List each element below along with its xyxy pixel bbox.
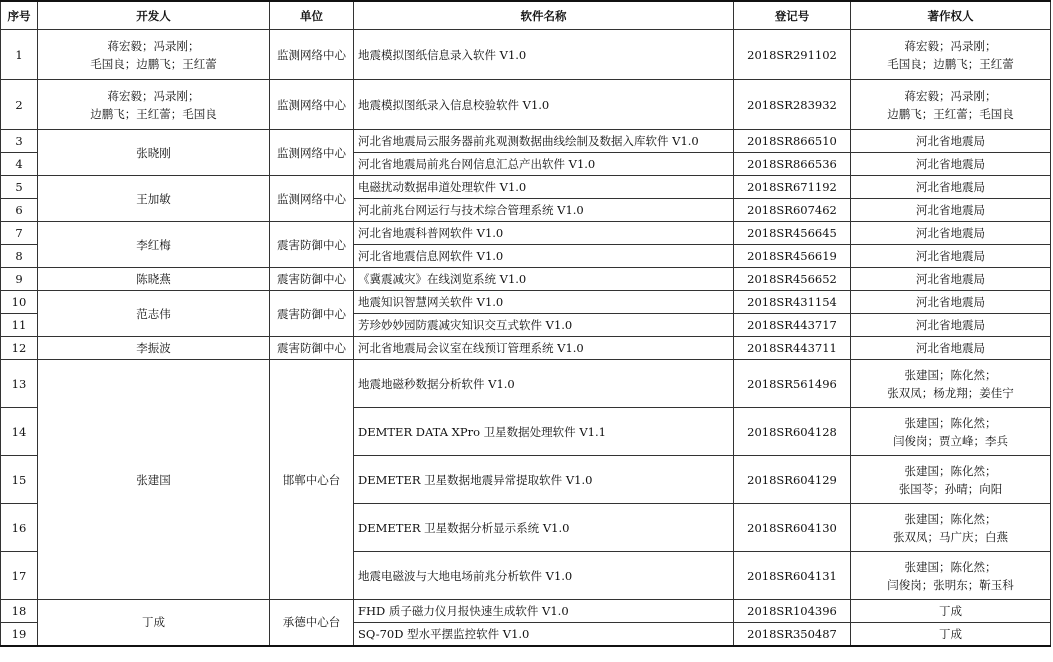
row-software-name: 地震模拟图纸录入信息校验软件 V1.0 [354, 80, 734, 130]
row-registration-no: 2018SR104396 [734, 600, 851, 623]
row-copyright-owner: 蒋宏毅；冯录刚； 边鹏飞；王红蕾；毛国良 [851, 80, 1051, 130]
row-software-name: 河北省地震科普网软件 V1.0 [354, 222, 734, 245]
table-row [1, 600, 1051, 623]
row-developer: 王加敏 [38, 176, 270, 222]
row-software-name: DEMETER 卫星数据分析显示系统 V1.0 [354, 504, 734, 552]
row-registration-no: 2018SR456645 [734, 222, 851, 245]
row-index: 6 [1, 199, 38, 222]
row-registration-no: 2018SR671192 [734, 176, 851, 199]
row-developer: 蒋宏毅；冯录刚； 边鹏飞；王红蕾；毛国良 [38, 80, 270, 130]
row-copyright-owner: 蒋宏毅；冯录刚； 毛国良；边鹏飞；王红蕾 [851, 30, 1051, 80]
row-unit: 震害防御中心 [270, 268, 354, 291]
row-index: 10 [1, 291, 38, 314]
header-developer: 开发人 [38, 1, 270, 30]
row-registration-no: 2018SR431154 [734, 291, 851, 314]
header-software-name: 软件名称 [354, 1, 734, 30]
row-index: 7 [1, 222, 38, 245]
row-registration-no: 2018SR607462 [734, 199, 851, 222]
row-developer: 李振波 [38, 337, 270, 360]
row-unit: 震害防御中心 [270, 291, 354, 337]
row-software-name: 河北省地震局云服务器前兆观测数据曲线绘制及数据入库软件 V1.0 [354, 130, 734, 153]
table-row [1, 291, 1051, 314]
row-software-name: DEMETER 卫星数据地震异常提取软件 V1.0 [354, 456, 734, 504]
table-row [1, 80, 1051, 130]
row-software-name: 地震电磁波与大地电场前兆分析软件 V1.0 [354, 552, 734, 600]
row-copyright-owner: 河北省地震局 [851, 176, 1051, 199]
row-copyright-owner: 张建国；陈化然； 张双凤；杨龙翔；姜佳宁 [851, 360, 1051, 408]
row-developer: 张晓刚 [38, 130, 270, 176]
row-software-name: 河北省地震局会议室在线预订管理系统 V1.0 [354, 337, 734, 360]
row-software-name: SQ-70D 型水平摆监控软件 V1.0 [354, 623, 734, 646]
table-row [1, 130, 1051, 153]
row-copyright-owner: 河北省地震局 [851, 314, 1051, 337]
row-registration-no: 2018SR291102 [734, 30, 851, 80]
header-index: 序号 [1, 1, 38, 30]
row-copyright-owner: 河北省地震局 [851, 245, 1051, 268]
row-copyright-owner: 河北省地震局 [851, 337, 1051, 360]
row-index: 4 [1, 153, 38, 176]
table-row [1, 30, 1051, 80]
row-index: 14 [1, 408, 38, 456]
table-row [1, 337, 1051, 360]
row-copyright-owner: 河北省地震局 [851, 291, 1051, 314]
row-index: 16 [1, 504, 38, 552]
row-registration-no: 2018SR350487 [734, 623, 851, 646]
row-index: 11 [1, 314, 38, 337]
row-copyright-owner: 丁成 [851, 623, 1051, 646]
row-software-name: 河北省地震信息网软件 V1.0 [354, 245, 734, 268]
row-unit: 承德中心台 [270, 600, 354, 646]
row-copyright-owner: 张建国；陈化然； 张国苓；孙晴；向阳 [851, 456, 1051, 504]
table-row [1, 360, 1051, 408]
header-unit: 单位 [270, 1, 354, 30]
row-software-name: 地震模拟图纸信息录入软件 V1.0 [354, 30, 734, 80]
row-registration-no: 2018SR866536 [734, 153, 851, 176]
header-copyright-owner: 著作权人 [851, 1, 1051, 30]
row-registration-no: 2018SR283932 [734, 80, 851, 130]
row-index: 8 [1, 245, 38, 268]
row-unit: 监测网络中心 [270, 80, 354, 130]
row-software-name: 河北前兆台网运行与技术综合管理系统 V1.0 [354, 199, 734, 222]
row-software-name: DEMTER DATA XPro 卫星数据处理软件 V1.1 [354, 408, 734, 456]
row-unit: 邯郸中心台 [270, 360, 354, 600]
row-index: 1 [1, 30, 38, 80]
row-index: 17 [1, 552, 38, 600]
row-index: 18 [1, 600, 38, 623]
row-unit: 震害防御中心 [270, 337, 354, 360]
row-copyright-owner: 丁成 [851, 600, 1051, 623]
row-copyright-owner: 河北省地震局 [851, 199, 1051, 222]
row-registration-no: 2018SR604131 [734, 552, 851, 600]
row-index: 3 [1, 130, 38, 153]
table-header-row [1, 1, 1051, 30]
row-developer: 范志伟 [38, 291, 270, 337]
row-registration-no: 2018SR604130 [734, 504, 851, 552]
row-software-name: 芳珍妙妙园防震减灾知识交互式软件 V1.0 [354, 314, 734, 337]
row-copyright-owner: 河北省地震局 [851, 153, 1051, 176]
table-row [1, 176, 1051, 199]
row-index: 19 [1, 623, 38, 646]
row-software-name: 地震知识智慧网关软件 V1.0 [354, 291, 734, 314]
row-registration-no: 2018SR604128 [734, 408, 851, 456]
table-row [1, 222, 1051, 245]
row-copyright-owner: 河北省地震局 [851, 222, 1051, 245]
row-unit: 监测网络中心 [270, 130, 354, 176]
row-registration-no: 2018SR866510 [734, 130, 851, 153]
row-registration-no: 2018SR561496 [734, 360, 851, 408]
row-software-name: 河北省地震局前兆台网信息汇总产出软件 V1.0 [354, 153, 734, 176]
row-registration-no: 2018SR443717 [734, 314, 851, 337]
row-software-name: FHD 质子磁力仪月报快速生成软件 V1.0 [354, 600, 734, 623]
row-copyright-owner: 张建国；陈化然； 张双凤；马广庆；白燕 [851, 504, 1051, 552]
row-developer: 丁成 [38, 600, 270, 646]
row-software-name: 地震地磁秒数据分析软件 V1.0 [354, 360, 734, 408]
row-developer: 李红梅 [38, 222, 270, 268]
row-developer: 陈晓燕 [38, 268, 270, 291]
row-copyright-owner: 张建国；陈化然； 闫俊岗；张明东；靳玉科 [851, 552, 1051, 600]
row-index: 9 [1, 268, 38, 291]
row-unit: 监测网络中心 [270, 176, 354, 222]
row-registration-no: 2018SR456619 [734, 245, 851, 268]
row-unit: 监测网络中心 [270, 30, 354, 80]
row-unit: 震害防御中心 [270, 222, 354, 268]
row-software-name: 电磁扰动数据串道处理软件 V1.0 [354, 176, 734, 199]
row-registration-no: 2018SR456652 [734, 268, 851, 291]
row-registration-no: 2018SR604129 [734, 456, 851, 504]
row-index: 15 [1, 456, 38, 504]
row-index: 5 [1, 176, 38, 199]
table-row [1, 268, 1051, 291]
row-software-name: 《冀震减灾》在线浏览系统 V1.0 [354, 268, 734, 291]
row-index: 12 [1, 337, 38, 360]
row-copyright-owner: 张建国；陈化然； 闫俊岗；贾立峰；李兵 [851, 408, 1051, 456]
header-registration-no: 登记号 [734, 1, 851, 30]
row-developer: 蒋宏毅；冯录刚； 毛国良；边鹏飞；王红蕾 [38, 30, 270, 80]
row-registration-no: 2018SR443711 [734, 337, 851, 360]
row-developer: 张建国 [38, 360, 270, 600]
row-index: 2 [1, 80, 38, 130]
row-copyright-owner: 河北省地震局 [851, 130, 1051, 153]
row-index: 13 [1, 360, 38, 408]
row-copyright-owner: 河北省地震局 [851, 268, 1051, 291]
